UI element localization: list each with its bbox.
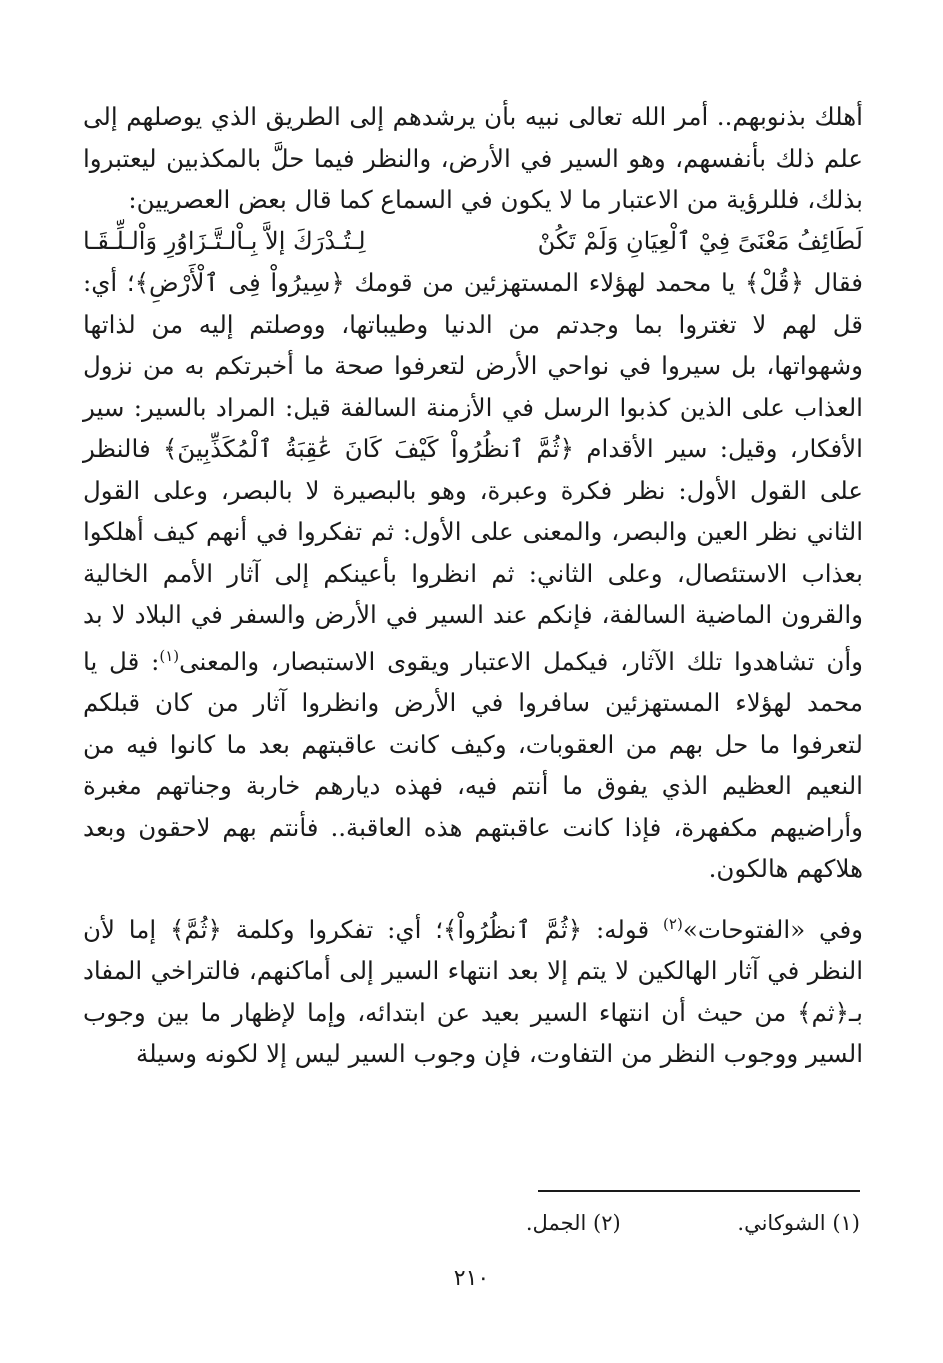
poetry-verse bbox=[83, 221, 863, 263]
paragraph-2-text: فقال ﴿قُلْ﴾ يا محمد لهؤلاء المستهزئين من قومك ﴿سِيرُواْ فِى ٱلْأَرْضِ﴾؛ أي: قل لهم لا تغتروا بما وجدتم من الدنيا وطيباتها، ووصلتم إليه من لذاتها وشهواتها، بل سيروا في نواحي الأرض لتعرفوا صحة ما أخبرتكم به من نزول العذاب على الذين كذبوا الرسل في الأزمنة السالفة قيل: المراد بالسير: سير الأفكار، وقيل: سير الأقدام ﴿ثُمَّ ٱنظُرُواْ كَيْفَ كَانَ عَٰقِبَةُ ٱلْمُكَذِّبِينَ﴾ فالنظر على القول الأول: نظر فكرة وعبرة، وهو بالبصيرة لا بالبصر، وعلى القول الثاني نظر العين والبصر، والمعنى على الأول: ثم تفكروا في أنهم كيف أهلكوا بعذاب الاستئصال، وعلى الثاني: ثم انظروا بأعينكم إلى آثار الأمم الخالية والقرون الماضية السالفة، فإنكم عند السير في الأرض والسفر في البلاد لا بد وأن تشاهدوا تلك الآثار، فيكمل الاعتبار ويقوى الاستبصار، والمعنى bbox=[83, 268, 863, 676]
paragraph-1: أهلك بذنوبهم.. أمر الله تعالى نبيه بأن يرشدهم إلى الطريق الذي يوصلهم إلى علم ذلك بأنفسهم، وهو السير في الأرض، والنظر فيما حلَّ بالمكذبين ليعتبروا بذلك، فللرؤية من الاعتبار ما لا يكون في السماع كما قال بعض العصريين: bbox=[83, 102, 863, 214]
footnote-1: (١) الشوكاني. bbox=[737, 1211, 860, 1235]
footnote-ref-1: (١) bbox=[159, 646, 180, 665]
paragraph-3-head: وفي «الفتوحات» bbox=[682, 914, 863, 944]
verse-first-hemistich: لَطَائِفُ مَعْنَىً فِيْ ٱلْعِيَانِ وَلَمْ تَكُنْ bbox=[537, 226, 863, 255]
footnote-2: (٢) الجمل. bbox=[525, 1211, 621, 1235]
paragraph-3 bbox=[83, 904, 863, 1075]
paragraph-2 bbox=[83, 262, 863, 890]
footnote-divider bbox=[538, 1190, 860, 1192]
paragraph-3-text: قوله: ﴿ثُمَّ ٱنظُرُواْ﴾؛ أي: تفكروا وكلمة ﴿ثُمَّ﴾ إما لأن النظر في آثار الهالكين لا يتم إلا بعد انتهاء السير إلى أماكنهم، فالتراخي المفاد بـ﴿ثم﴾ من حيث أن انتهاء السير بعيد عن ابتدائه، وإما لإظهار ما بين وجوب السير ووجوب النظر من التفاوت، فإن وجوب السير ليس إلا لكونه وسيلة bbox=[83, 914, 863, 1069]
page-number: ٢١٠ bbox=[453, 1266, 490, 1291]
paragraph-2-tail: : قل يا محمد لهؤلاء المستهزئين سافروا في الأرض وانظروا آثار من كان قبلكم لتعرفوا ما حل بهم من العقوبات، وكيف كانت عاقبتهم بعد ما كانوا فيه من النعيم العظيم الذي يفوق ما أنتم فيه، فهذه ديارهم خاربة وجناتهم مغبرة وأراضيهم مكفهرة، فإذا كانت عاقبتهم هذه العاقبة.. فأنتم بهم لاحقون وبعد هلاكهم هالكون. bbox=[83, 646, 863, 884]
main-text bbox=[83, 96, 863, 1075]
footnotes bbox=[300, 1208, 860, 1238]
verse-second-hemistich: لِـتُـدْرَكَ إلاَّ بِـاْلـتَّـزَاوُرِ وَاْلـلِّـقَـا bbox=[83, 226, 366, 255]
footnote-ref-2: (٢) bbox=[663, 914, 683, 933]
